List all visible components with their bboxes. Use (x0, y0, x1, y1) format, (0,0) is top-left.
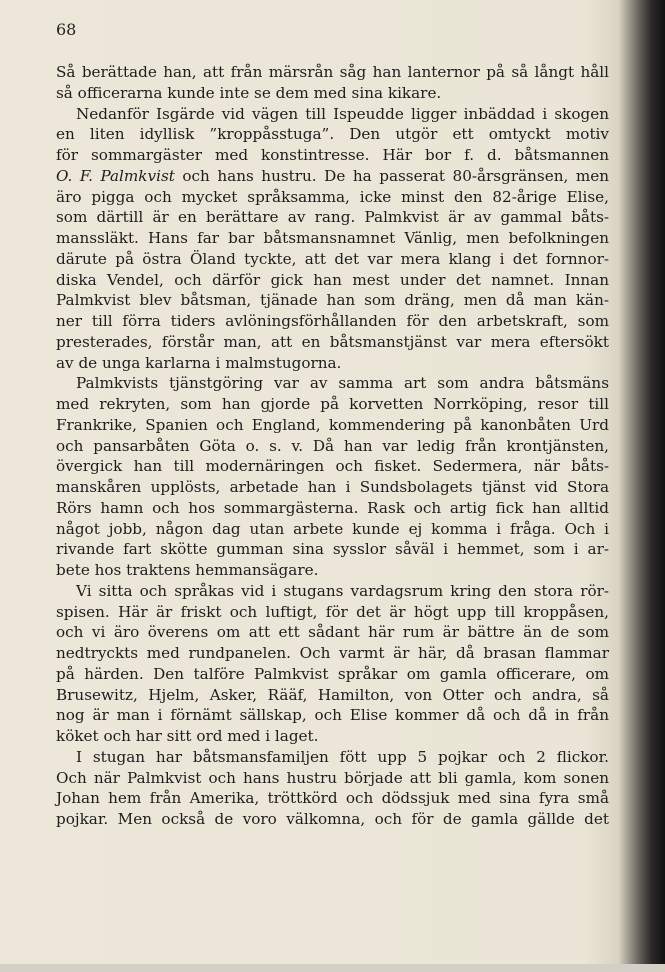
text-line: I stugan har båtsmansfamiljen fött upp 5 pojkar och 2 flickor. (76, 747, 609, 766)
text-line: en liten idyllisk ”kroppåsstuga”. Den utgör ett omtyckt motiv (56, 125, 609, 144)
text-line: Rörs hamn och hos sommargästerna. Rask och artig fick han alltid (56, 498, 609, 517)
text-line: därute på östra Öland tyckte, att det var mera klang i det fornnor- (56, 249, 609, 268)
text-line: bete hos traktens hemmansägare. (56, 561, 319, 579)
text-line: diska Vendel, och därför gick han mest under det namnet. Innan (56, 270, 609, 289)
text-line: presterades, förstår man, att en båtsmanstjänst var mera eftersökt (56, 332, 609, 351)
text-line: för sommargäster med konstintresse. Här bor f. d. båtsmannen (56, 146, 609, 164)
page-number: 68 (56, 20, 77, 39)
text-line: ner till förra tiders avlöningsförhållanden för den arbetskraft, som (56, 312, 609, 330)
text-line: övergick han till modernäringen och fisket. Sedermera, när båts- (56, 457, 609, 476)
text-line: nog är man i förnämt sällskap, och Elise kommer då och då in från (56, 706, 609, 725)
text-line: nedtryckts med rundpanelen. Och varmt är här, då brasan flammar (56, 644, 609, 662)
text-line (56, 166, 609, 187)
text-line: så officerarna kunde inte se dem med sina kikare. (56, 83, 442, 102)
scan-bottom-edge (0, 964, 665, 972)
text-line: och vi äro överens om att ett sådant här rum är bättre än de som (56, 623, 609, 642)
text-line: Nedanför Isgärde vid vägen till Ispeudde ligger inbäddad i skogen (76, 104, 609, 123)
italic-name: O. F. Palmkvist (56, 166, 175, 185)
text-line: på härden. Den talföre Palmkvist språkar om gamla officerare, om (56, 664, 609, 683)
text-line: köket och har sitt ord med i laget. (56, 727, 319, 745)
text-line: Vi sitta och språkas vid i stugans vardagsrum kring den stora rör- (76, 581, 609, 600)
text-line: Brusewitz, Hjelm, Asker, Rääf, Hamilton, von Otter och andra, så (56, 685, 609, 704)
text-line: Johan hem från Amerika, tröttkörd och dödssjuk med sina fyra små (56, 789, 609, 808)
text-line: Och när Palmkvist och hans hustru började att bli gamla, kom sonen (56, 768, 609, 787)
text-line: äro pigga och mycket språksamma, icke minst den 82-årige Elise, (56, 187, 609, 206)
text-line: som därtill är en berättare av rang. Palmkvist är av gammal båts- (56, 208, 609, 227)
text-line: Frankrike, Spanien och England, kommendering på kanonbåten Urd (56, 415, 609, 434)
text-line: rivande fart skötte gumman sina sysslor såväl i hemmet, som i ar- (56, 540, 609, 559)
text-line: med rekryten, som han gjorde på korvetten Norrköping, resor till (56, 395, 609, 413)
text-line: manskåren upplösts, arbetade han i Sundsbolagets tjänst vid Stora (56, 478, 609, 496)
text-line-content: och hans hustru. De ha passerat 80-årsgränsen, men (182, 166, 610, 185)
text-line: av de unga karlarna i malmstugorna. (56, 353, 342, 372)
body-text (56, 62, 609, 830)
text-line: Palmkvist blev båtsman, tjänade han som dräng, men då man kän- (56, 291, 609, 310)
text-line: Så berättade han, att från märsrån såg han lanternor på så långt håll (56, 63, 609, 81)
text-line: spisen. Här är friskt och luftigt, för det är högt upp till kroppåsen, (56, 602, 609, 621)
text-line: något jobb, någon dag utan arbete kunde ej komma i fråga. Och i (56, 519, 609, 538)
text-line: pojkar. Men också de voro välkomna, och för de gamla gällde det (56, 810, 609, 828)
text-line: Palmkvists tjänstgöring var av samma art som andra båtsmäns (76, 374, 609, 393)
text-line: manssläkt. Hans far bar båtsmansnamnet Vänlig, men befolkningen (56, 229, 609, 247)
text-line: och pansarbåten Göta o. s. v. Då han var ledig från krontjänsten, (56, 436, 609, 455)
